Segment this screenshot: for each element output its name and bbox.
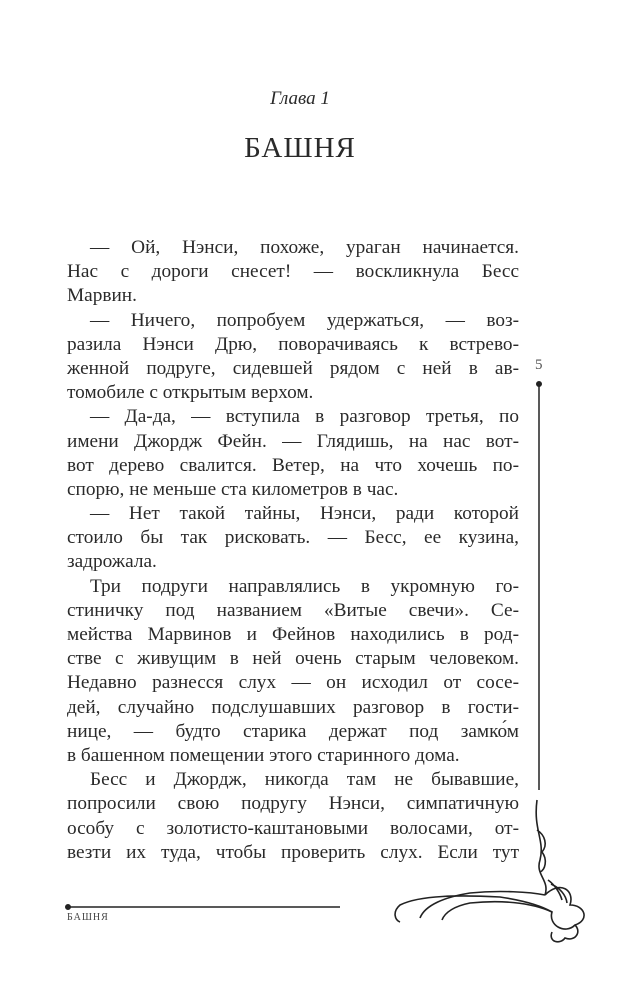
text-line: женной подруге, сидевшей рядом с ней в ав- bbox=[67, 357, 519, 379]
running-footer: БАШНЯ bbox=[67, 912, 109, 923]
vertical-rule bbox=[537, 382, 542, 791]
text-line: — Нет такой тайны, Нэнси, ради которой bbox=[90, 503, 519, 525]
chapter-label: Глава 1 bbox=[270, 88, 330, 109]
text-line: задрожала. bbox=[67, 551, 157, 573]
text-line: — Да-да, — вступила в разговор третья, по bbox=[90, 406, 519, 428]
text-line: в башенном помещении этого старинного дома. bbox=[67, 744, 460, 766]
text-line: нице, — будто старика держат под замко́м bbox=[67, 720, 519, 742]
text-line: вот дерево свалится. Ветер, на что хочешь по- bbox=[67, 454, 519, 476]
text-line: мейства Марвинов и Фейнов находились в род- bbox=[67, 624, 519, 645]
text-line: везти их туда, чтобы проверить слух. Если тут bbox=[67, 841, 519, 863]
text-line: стве с живущим в ней очень старым человеком. bbox=[67, 648, 519, 670]
text-line: стоило бы так рисковать. — Бесс, ее кузина, bbox=[67, 527, 519, 549]
text-line: Три подруги направлялись в укромную го- bbox=[90, 575, 519, 597]
flourish-ornament-icon bbox=[395, 800, 584, 942]
text-line: Нас с дороги снесет! — воскликнула Бесс bbox=[67, 261, 519, 283]
text-line: Недавно разнесся слух — он исходил от сосе- bbox=[67, 672, 519, 694]
text-line: особу с золотисто-каштановыми волосами, от- bbox=[67, 817, 519, 839]
page-number: 5 bbox=[535, 357, 543, 373]
text-line: имени Джордж Фейн. — Глядишь, на нас вот- bbox=[67, 430, 519, 452]
chapter-title: БАШНЯ bbox=[244, 132, 356, 164]
text-line: — Ой, Нэнси, похоже, ураган начинается. bbox=[90, 237, 519, 258]
text-line: Бесс и Джордж, никогда там не бывавшие, bbox=[90, 769, 519, 791]
text-line: томобиле с открытым верхом. bbox=[67, 382, 314, 404]
text-line: попросили свою подругу Нэнси, симпатичную bbox=[67, 793, 519, 815]
text-line: — Ничего, попробуем удержаться, — воз- bbox=[90, 309, 519, 331]
text-line: Марвин. bbox=[67, 285, 137, 307]
text-line: спорю, не меньше ста километров в час. bbox=[67, 478, 399, 500]
text-line: разила Нэнси Дрю, поворачиваясь к встрево- bbox=[67, 333, 519, 355]
horizontal-rule bbox=[66, 905, 341, 910]
text-line: дей, случайно подслушавших разговор в гости- bbox=[67, 696, 519, 718]
text-line: стиничку под названием «Витые свечи». Се- bbox=[67, 599, 519, 621]
